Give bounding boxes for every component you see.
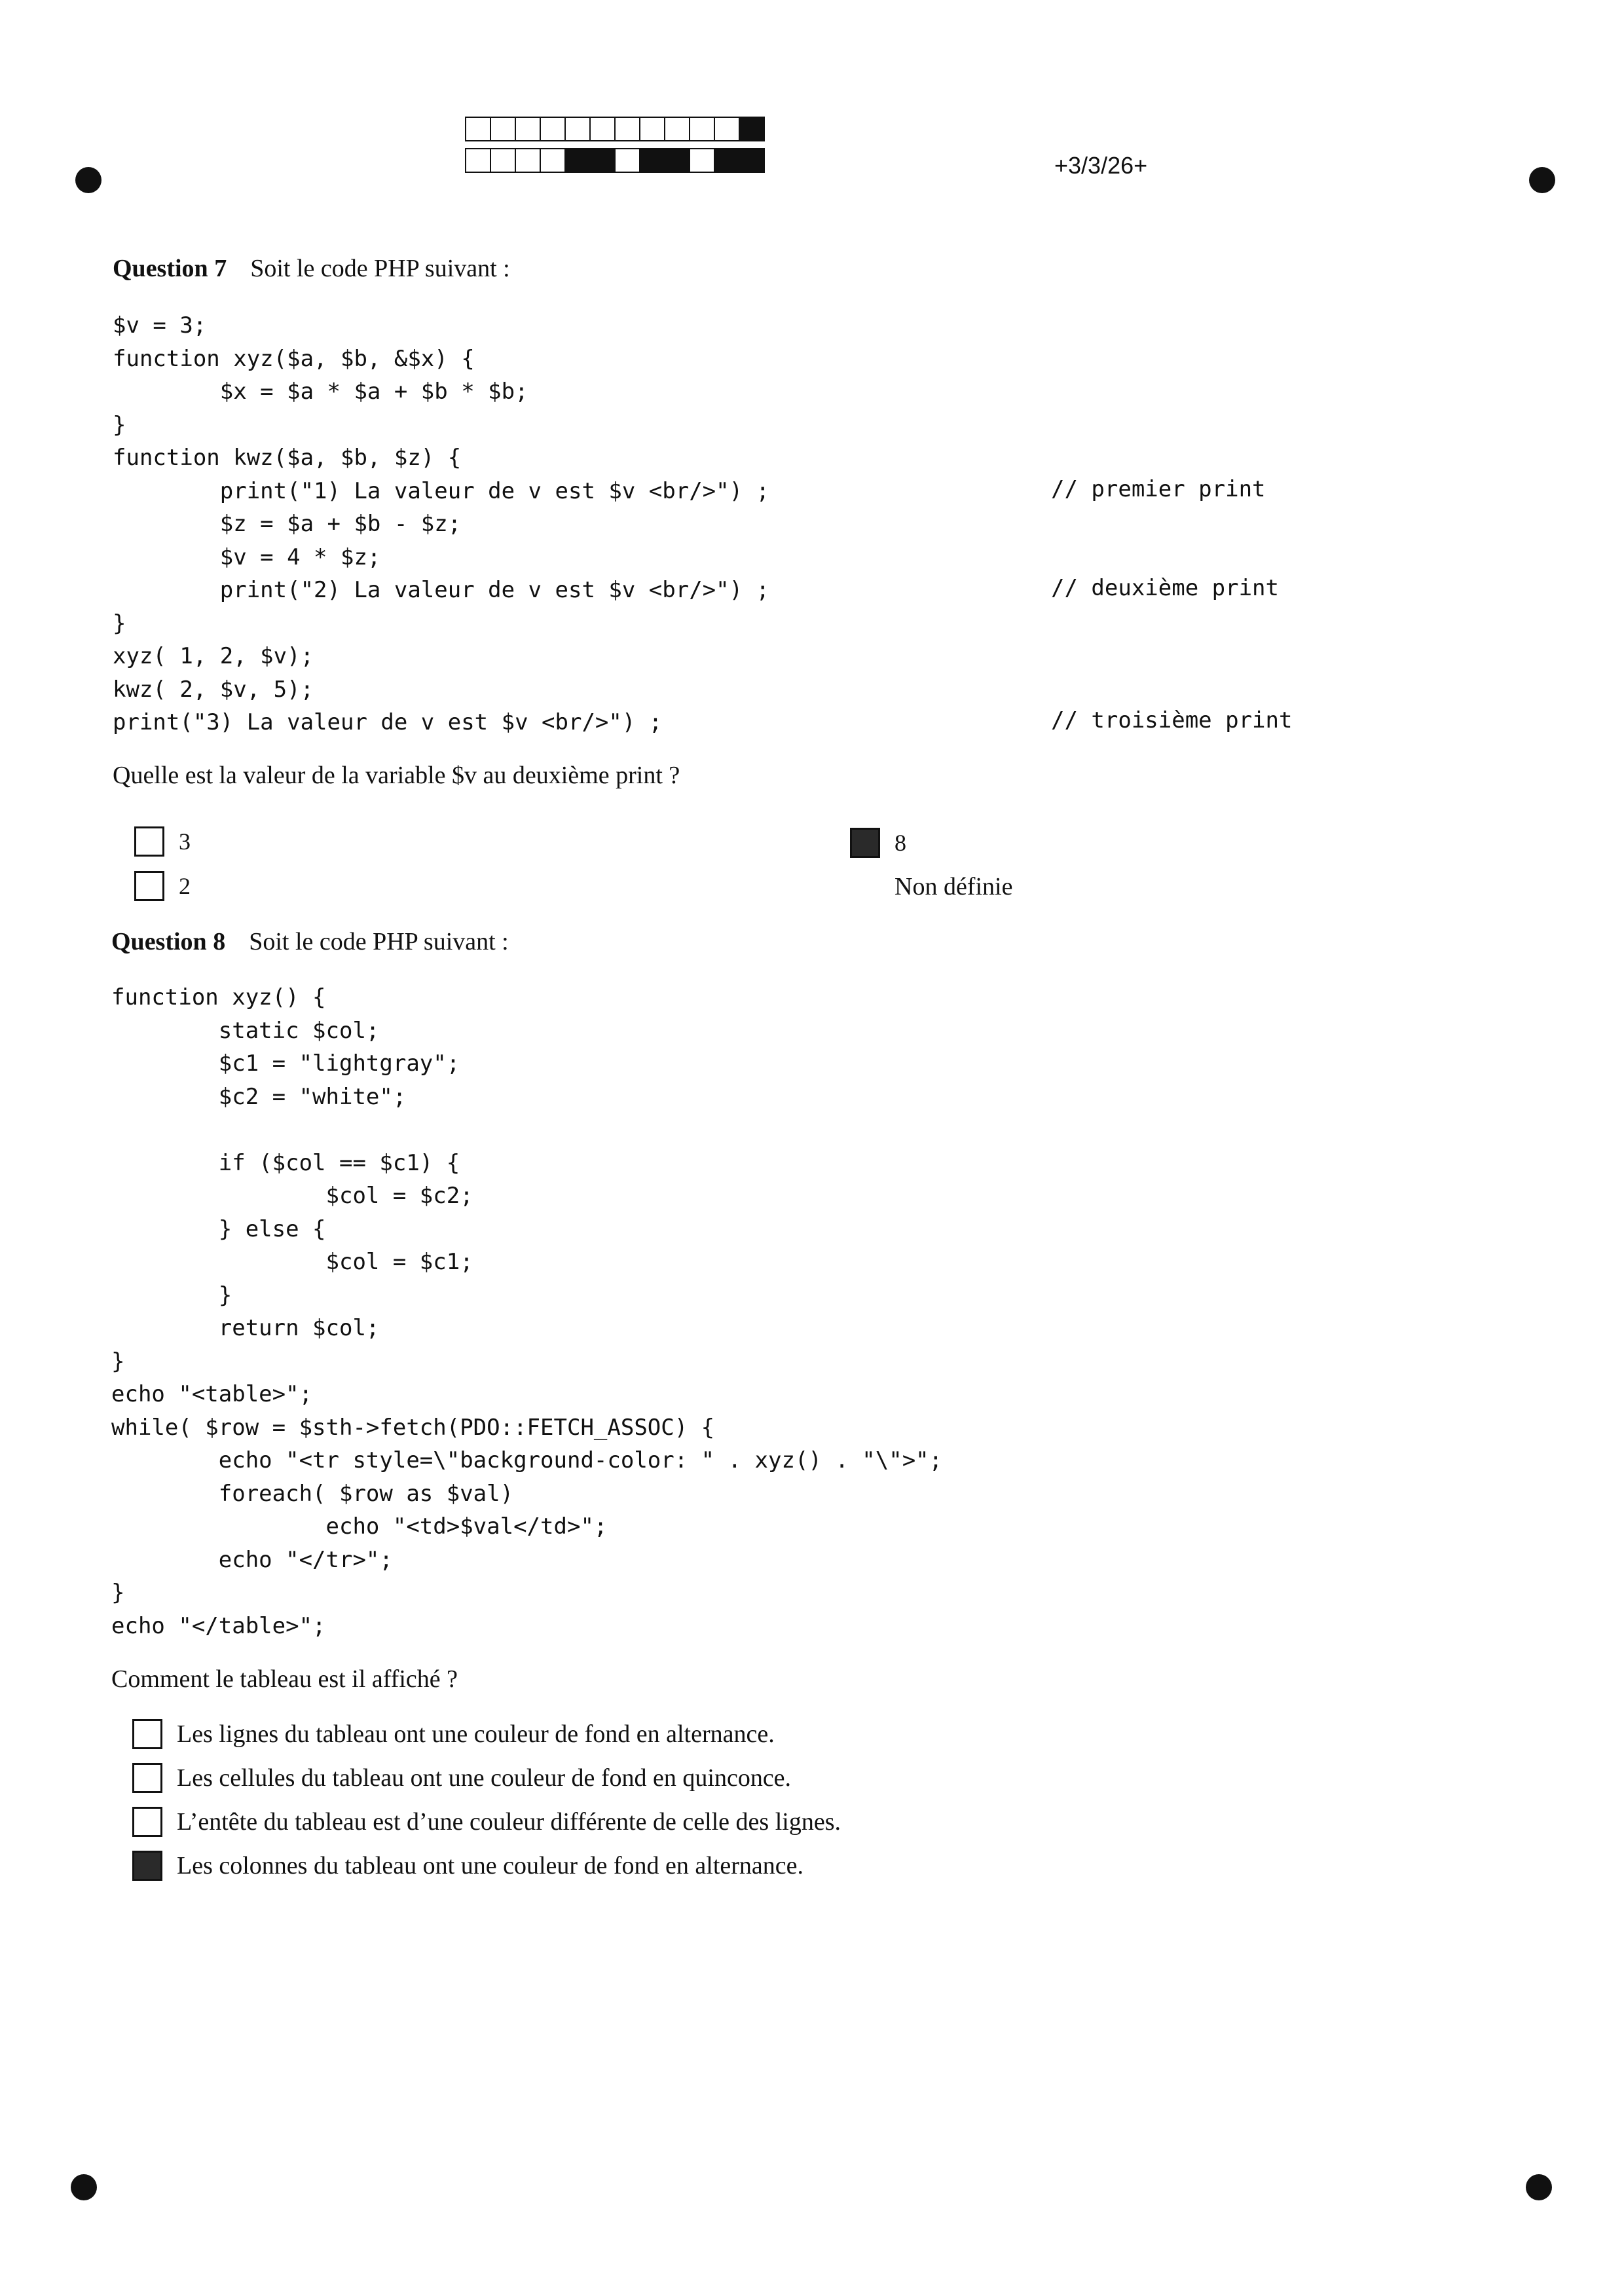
code-line: } xyxy=(113,411,126,438)
barcode-row-2 xyxy=(465,148,764,173)
code-line: } xyxy=(113,610,126,637)
option-label: 8 xyxy=(895,830,906,856)
barcode-cell xyxy=(490,117,516,141)
q7-option-4[interactable] xyxy=(895,872,1012,901)
option-label: 2 xyxy=(179,873,191,899)
code-line: $col = $c1; xyxy=(111,1249,473,1275)
barcode-cell xyxy=(564,148,591,173)
q8-option-4[interactable] xyxy=(132,1851,803,1881)
code-line: } xyxy=(111,1580,125,1606)
question-8-intro: Soit le code PHP suivant : xyxy=(249,928,509,955)
code-line: echo "</tr>"; xyxy=(111,1546,393,1573)
q7-option-1[interactable] xyxy=(134,826,191,857)
comment-third-print: // troisième print xyxy=(1051,707,1293,733)
barcode-cell xyxy=(614,117,640,141)
q8-option-2[interactable] xyxy=(132,1763,791,1793)
code-line: $v = 4 * $z; xyxy=(113,544,381,570)
question-8-prompt: Comment le tableau est il affiché ? xyxy=(111,1665,458,1693)
code-line xyxy=(111,1113,942,1147)
code-line: print("2) La valeur de v est $v <br/>") ; xyxy=(113,577,770,603)
barcode-cell xyxy=(515,117,541,141)
code-line: echo "<table>"; xyxy=(111,1381,313,1407)
code-line: $z = $a + $b - $z; xyxy=(113,511,462,537)
barcode-cell xyxy=(515,148,541,173)
q8-option-1[interactable] xyxy=(132,1719,775,1749)
code-line: function xyz($a, $b, &$x) { xyxy=(113,345,475,372)
code-line: function xyz() { xyxy=(111,984,326,1010)
question-7-number: Question 7 xyxy=(113,255,227,282)
barcode-cell xyxy=(465,117,491,141)
barcode-cell xyxy=(490,148,516,173)
barcode-cell xyxy=(639,117,665,141)
question-7-intro: Soit le code PHP suivant : xyxy=(250,255,510,282)
checkbox[interactable] xyxy=(850,828,880,858)
barcode-cell xyxy=(564,117,591,141)
comment-second-print: // deuxième print xyxy=(1051,575,1279,601)
checkbox[interactable] xyxy=(132,1851,162,1881)
barcode-cell xyxy=(614,148,640,173)
code-line: } xyxy=(111,1282,232,1308)
barcode-cell xyxy=(639,148,665,173)
question-8-number: Question 8 xyxy=(111,928,226,955)
q8-option-3[interactable] xyxy=(132,1807,841,1837)
question-8-header xyxy=(111,927,509,956)
checkbox[interactable] xyxy=(134,871,164,901)
code-line: $c2 = "white"; xyxy=(111,1083,407,1110)
barcode-cell xyxy=(689,117,715,141)
checkbox[interactable] xyxy=(132,1719,162,1749)
option-label: 3 xyxy=(179,828,191,855)
code-line: $col = $c2; xyxy=(111,1183,473,1209)
barcode-cell xyxy=(540,117,566,141)
code-line: foreach( $row as $val) xyxy=(111,1480,514,1507)
question-7-code xyxy=(113,309,769,739)
code-line: $v = 3; xyxy=(113,312,207,339)
code-line: xyz( 1, 2, $v); xyxy=(113,643,314,669)
barcode-cell xyxy=(689,148,715,173)
question-7-prompt: Quelle est la valeur de la variable $v au deuxième print ? xyxy=(113,762,680,789)
barcode-cell xyxy=(540,148,566,173)
code-line: echo "</table>"; xyxy=(111,1612,326,1639)
option-label: Les lignes du tableau ont une couleur de fond en alternance. xyxy=(177,1720,775,1748)
q7-option-2[interactable] xyxy=(134,871,191,901)
code-line: while( $row = $sth->fetch(PDO::FETCH_ASSOC) { xyxy=(111,1414,715,1441)
code-line: $x = $a * $a + $b * $b; xyxy=(113,379,528,405)
question-7-header xyxy=(113,254,510,283)
code-line: if ($col == $c1) { xyxy=(111,1149,460,1176)
code-line: static $col; xyxy=(111,1017,380,1044)
option-label: Les colonnes du tableau ont une couleur de fond en alternance. xyxy=(177,1852,804,1879)
code-line: echo "<td>$val</td>"; xyxy=(111,1513,608,1540)
q7-option-3[interactable] xyxy=(850,828,906,858)
code-line: print("3) La valeur de v est $v <br/>") ; xyxy=(113,709,663,735)
comment-first-print: // premier print xyxy=(1051,476,1266,502)
barcode-cell xyxy=(714,148,740,173)
code-line: kwz( 2, $v, 5); xyxy=(113,676,314,703)
code-line: return $col; xyxy=(111,1315,380,1341)
corner-mark-top-left xyxy=(75,167,101,193)
barcode-cell xyxy=(465,148,491,173)
barcode-cell xyxy=(664,148,690,173)
question-8-code xyxy=(111,981,942,1642)
corner-mark-bottom-left xyxy=(71,2174,97,2200)
barcode-row-1 xyxy=(465,117,764,141)
corner-mark-bottom-right xyxy=(1526,2174,1552,2200)
option-label: Non définie xyxy=(895,873,1013,900)
barcode-cell xyxy=(664,117,690,141)
option-label: Les cellules du tableau ont une couleur de fond en quinconce. xyxy=(177,1764,792,1792)
barcode-cell xyxy=(714,117,740,141)
code-line: function kwz($a, $b, $z) { xyxy=(113,445,462,471)
option-label: L’entête du tableau est d’une couleur différente de celle des lignes. xyxy=(177,1808,841,1836)
page-identifier: +3/3/26+ xyxy=(1054,152,1148,179)
corner-mark-top-right xyxy=(1529,167,1555,193)
barcode-cell xyxy=(739,117,765,141)
code-line: $c1 = "lightgray"; xyxy=(111,1050,460,1077)
code-line: print("1) La valeur de v est $v <br/>") ; xyxy=(113,477,770,504)
code-line: echo "<tr style=\"background-color: " . xyz() . "\">"; xyxy=(111,1447,943,1473)
checkbox[interactable] xyxy=(132,1807,162,1837)
barcode-cell xyxy=(589,148,616,173)
checkbox[interactable] xyxy=(134,826,164,857)
barcode-cell xyxy=(739,148,765,173)
code-line: } xyxy=(111,1348,125,1375)
checkbox[interactable] xyxy=(132,1763,162,1793)
barcode-cell xyxy=(589,117,616,141)
code-line: } else { xyxy=(111,1215,326,1242)
